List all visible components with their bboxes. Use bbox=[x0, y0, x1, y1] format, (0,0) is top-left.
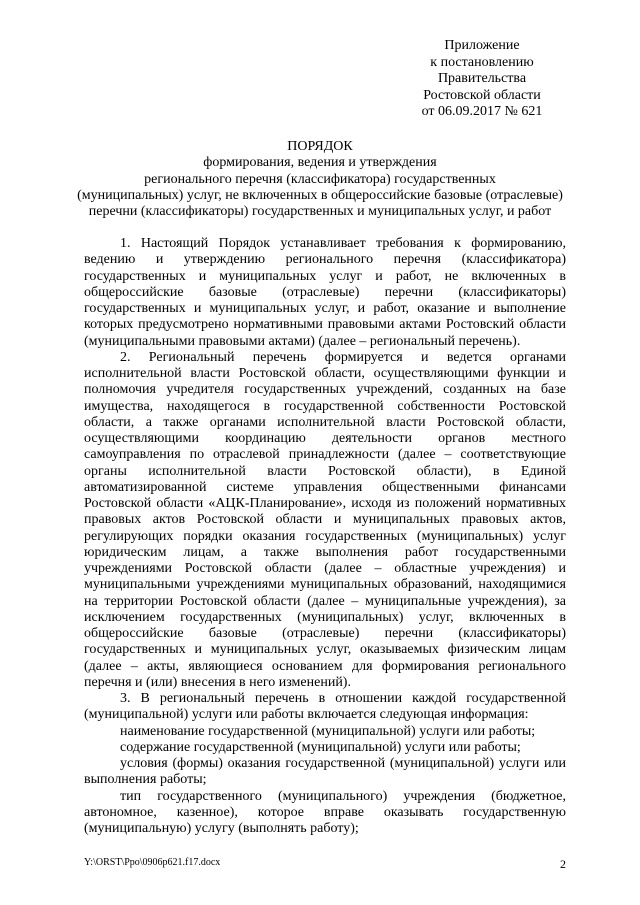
annex-block bbox=[402, 38, 562, 121]
list-item: наименование государственной (муниципальной) услуги или работы; bbox=[120, 723, 536, 739]
paragraph-2: 2. Региональный перечень формируется и ведется органами исполнительной власти Ростовской области, осуществляющими функции и полномочия учредителя государственных учреждений, созданных на базе имущества, находящегося в государственной собственности Ростовской области, а также органами исполнительной власти Ростовской области, осуществляющими координацию деятельности органов местного самоуправления по отраслевой принадлежности (далее – соответствующие органы исполнительной власти Ростовской области), в Единой автоматизированной системе управления общественными финансами Ростовской области «АЦК-Планирование», исходя из положений нормативных правовых актов Ростовской области и муниципальных правовых актов, регулирующих порядки оказания государственных (муниципальных) услуг юридическим лицам, а также выполнения работ государственными учреждениями Ростовской области (далее – областные учреждения) и муниципальными учреждениями муниципальных образований, находящимися на территории Ростовской области (далее – муниципальные учреждения), за исключением государственных (муниципальных) услуг, включенных в общероссийские базовые (отраслевые) перечни (классификаторы) государственных и муниципальных услуг, оказываемых физическим лицам (далее – акты, являющиеся основанием для формирования регионального перечня и (или) внесения в него изменений). bbox=[84, 349, 566, 690]
annex-line: Приложение bbox=[444, 38, 520, 53]
list-item: условия (формы) оказания государственной (муниципальной) услуги или выполнения работы; bbox=[84, 756, 566, 788]
document-title bbox=[60, 139, 580, 220]
title-line: регионального перечня (классификатора) государственных bbox=[144, 171, 496, 187]
list-item: тип государственного (муниципального) учреждения (бюджетное, автономное, казенное), которое вправе оказывать государственную (муниципальную) услугу (выполнять работу); bbox=[84, 788, 566, 836]
title-heading: ПОРЯДОК bbox=[287, 139, 353, 154]
footer-file-path: Y:\ORST\Ppo\0906p621.f17.docx bbox=[84, 857, 221, 868]
paragraph-3: 3. В региональный перечень в отношении каждой государственной (муниципальной) услуги или работы включается следующая информация: bbox=[84, 691, 566, 723]
document-body bbox=[84, 236, 566, 837]
annex-line: Правительства bbox=[437, 71, 527, 87]
page-number: 2 bbox=[560, 857, 566, 871]
annex-line: Ростовской области bbox=[423, 87, 541, 103]
annex-line: от 06.09.2017 № 621 bbox=[421, 104, 543, 120]
title-line: (муниципальных) услуг, не включенных в общероссийские базовые (отраслевые) bbox=[77, 187, 563, 203]
list-item: содержание государственной (муниципальной) услуги или работы; bbox=[120, 739, 521, 755]
title-line: формирования, ведения и утверждения bbox=[203, 155, 437, 171]
paragraph-1: 1. Настоящий Порядок устанавливает требования к формированию, ведению и утверждению регионального перечня (классификатора) государственных и муниципальных услуг и работ, не включенных в общероссийские базовые (отраслевые) перечни (классификаторы) государственных и муниципальных услуг, и работ, оказание и выполнение которых предусмотрено нормативными правовыми актами Ростовский области (муниципальными правовыми актами) (далее – региональный перечень). bbox=[84, 236, 566, 349]
annex-line: к постановлению bbox=[430, 54, 534, 70]
title-line: перечни (классификаторы) государственных и муниципальных услуг, и работ bbox=[88, 204, 552, 220]
